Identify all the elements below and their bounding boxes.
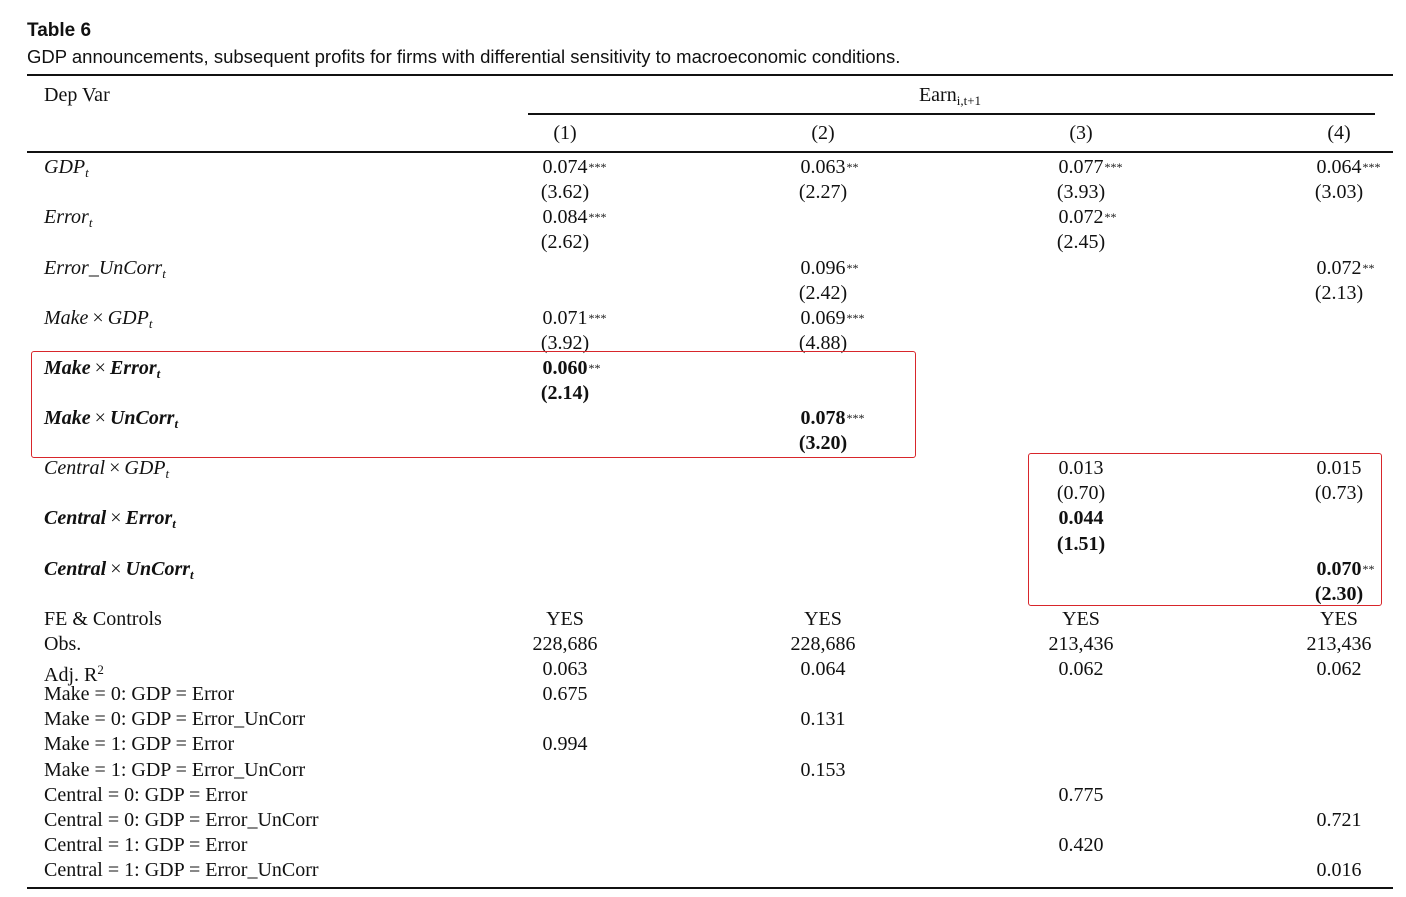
row-label-error: Error$_t$: [44, 206, 93, 230]
error-uncorr-tstat-2: (2.42): [798, 282, 848, 304]
row-label-adj-r2: Adj. $R^2$: [44, 662, 104, 686]
column-header-2: (2): [811, 122, 835, 144]
gdp-coef-1: 0.074 ***: [542, 156, 607, 178]
table-title: Table 6: [27, 20, 92, 41]
row-label-make-uncorr: Make × UnCorr$_t$: [44, 407, 179, 431]
central-gdp-tstat-4: (0.73): [1314, 482, 1364, 504]
make-interaction-highlight-box: [31, 351, 916, 458]
make-gdp-tstat-1: (3.92): [540, 332, 590, 354]
column-header-4: (4): [1327, 122, 1351, 144]
gdp-tstat-2: (2.27): [798, 181, 848, 203]
row-label-error-uncorr: Error_UnCorr$_t$: [44, 257, 166, 281]
test-label-central1-error: Central = 1: GDP = Error: [44, 834, 248, 856]
test-make1-uncorr-2: 0.153: [800, 759, 846, 781]
error-tstat-1: (2.62): [540, 231, 590, 253]
error-uncorr-tstat-4: (2.13): [1314, 282, 1364, 304]
make-gdp-coef-1: 0.071 ***: [542, 307, 607, 329]
row-label-central-uncorr: Central × UnCorr$_t$: [44, 558, 194, 582]
row-label-make-gdp: Make × $GDP_t$: [44, 307, 153, 331]
test-make0-uncorr-2: 0.131: [800, 708, 846, 730]
row-label-obs: Obs.: [44, 633, 82, 655]
fe-controls-2: YES: [804, 608, 842, 630]
test-label-central0-uncorr: Central = 0: GDP = Error_UnCorr: [44, 809, 319, 831]
column-header-3: (3): [1069, 122, 1093, 144]
make-error-coef-1: 0.060 **: [542, 357, 601, 379]
error-tstat-3: (2.45): [1056, 231, 1106, 253]
error-coef-1: 0.084 ***: [542, 206, 607, 228]
test-central0-uncorr-4: 0.721: [1316, 809, 1362, 831]
gdp-coef-4: 0.064 ***: [1316, 156, 1381, 178]
make-gdp-coef-2: 0.069 ***: [800, 307, 865, 329]
obs-2: 228,686: [790, 633, 856, 655]
gdp-tstat-4: (3.03): [1314, 181, 1364, 203]
make-uncorr-coef-2: 0.078 ***: [800, 407, 865, 429]
adj-r2-3: 0.062: [1058, 658, 1104, 680]
row-label-fe-controls: FE & Controls: [44, 608, 162, 630]
test-make1-error-1: 0.994: [542, 733, 588, 755]
gdp-tstat-3: (3.93): [1056, 181, 1106, 203]
test-label-make0-uncorr: Make = 0: GDP = Error_UnCorr: [44, 708, 306, 730]
gdp-coef-3: 0.077 ***: [1058, 156, 1123, 178]
make-uncorr-tstat-2: (3.20): [798, 432, 848, 454]
test-make0-error-1: 0.675: [542, 683, 588, 705]
header-rule: [27, 151, 1393, 153]
row-label-gdp: $GDP_t$: [44, 156, 89, 180]
row-label-make-error: Make × Error$_t$: [44, 357, 161, 381]
adj-r2-4: 0.062: [1316, 658, 1362, 680]
test-central1-error-3: 0.420: [1058, 834, 1104, 856]
fe-controls-4: YES: [1320, 608, 1358, 630]
fe-controls-1: YES: [546, 608, 584, 630]
central-uncorr-coef-4: 0.070 **: [1316, 558, 1375, 580]
adj-r2-1: 0.063: [542, 658, 588, 680]
earn-header: Earn$_{i,t+1}$: [918, 84, 982, 108]
error-uncorr-coef-4: 0.072 **: [1316, 257, 1375, 279]
obs-3: 213,436: [1048, 633, 1114, 655]
obs-1: 228,686: [532, 633, 598, 655]
test-central1-uncorr-4: 0.016: [1316, 859, 1362, 881]
adj-r2-2: 0.064: [800, 658, 846, 680]
make-gdp-tstat-2: (4.88): [798, 332, 848, 354]
central-gdp-tstat-3: (0.70): [1056, 482, 1106, 504]
row-label-central-gdp: Central × $GDP_t$: [44, 457, 170, 481]
error-coef-3: 0.072 **: [1058, 206, 1117, 228]
top-rule: [27, 74, 1393, 76]
central-error-tstat-3: (1.51): [1056, 533, 1106, 555]
central-error-coef-3: 0.044: [1058, 507, 1104, 529]
table-caption: GDP announcements, subsequent profits for firms with differential sensitivity to macroeconomic conditions.: [27, 46, 901, 67]
column-header-1: (1): [553, 122, 577, 144]
test-label-central1-uncorr: Central = 1: GDP = Error_UnCorr: [44, 859, 319, 881]
dep-var-label: Dep Var: [44, 84, 110, 106]
central-uncorr-tstat-4: (2.30): [1314, 583, 1364, 605]
test-label-make0-error: Make = 0: GDP = Error: [44, 683, 235, 705]
test-label-make1-uncorr: Make = 1: GDP = Error_UnCorr: [44, 759, 306, 781]
row-label-central-error: Central × Error$_t$: [44, 507, 176, 531]
earn-span-rule: [528, 113, 1375, 115]
gdp-coef-2: 0.063 **: [800, 156, 859, 178]
fe-controls-3: YES: [1062, 608, 1100, 630]
bottom-rule: [27, 887, 1393, 889]
central-interaction-highlight-box: [1028, 453, 1382, 606]
central-gdp-coef-4: 0.015: [1316, 457, 1362, 479]
obs-4: 213,436: [1306, 633, 1372, 655]
test-label-central0-error: Central = 0: GDP = Error: [44, 784, 248, 806]
make-error-tstat-1: (2.14): [540, 382, 590, 404]
central-gdp-coef-3: 0.013: [1058, 457, 1104, 479]
gdp-tstat-1: (3.62): [540, 181, 590, 203]
error-uncorr-coef-2: 0.096 **: [800, 257, 859, 279]
test-central0-error-3: 0.775: [1058, 784, 1104, 806]
test-label-make1-error: Make = 1: GDP = Error: [44, 733, 235, 755]
